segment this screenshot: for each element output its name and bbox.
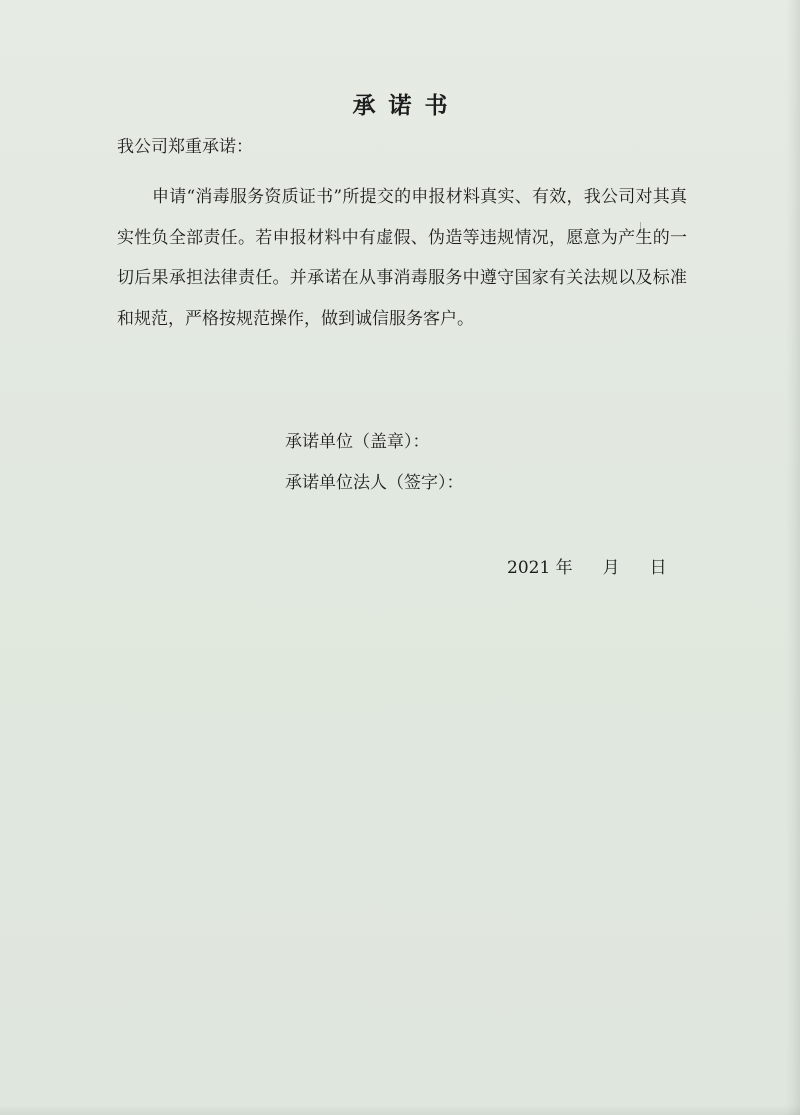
date-month: 月 (602, 558, 620, 578)
scan-shadow-bottom (0, 1105, 800, 1115)
date-year: 2021 年 (507, 558, 573, 578)
signer-unit-seal-line: 承诺单位（盖章）： (285, 432, 430, 452)
date-line (507, 556, 667, 580)
salutation: 我公司郑重承诺： (117, 137, 253, 157)
commitment-body: 申请“消毒服务资质证书”所提交的申报材料真实、有效，我公司对其真实性负全部责任。若申报材料中有虚假、伪造等违规情况，愿意为产生的一切后果承担法律责任。并承诺在从事消毒服务中遵守国家有关法规以及标准和规范，严格按规范操作，做到诚信服务客户。 (117, 187, 687, 329)
document-title: 承诺书 (352, 92, 461, 119)
signer-legal-rep-signature-line: 承诺单位法人（签字）： (285, 473, 464, 493)
scan-shadow-right (786, 0, 800, 1115)
date-day: 日 (649, 558, 667, 578)
